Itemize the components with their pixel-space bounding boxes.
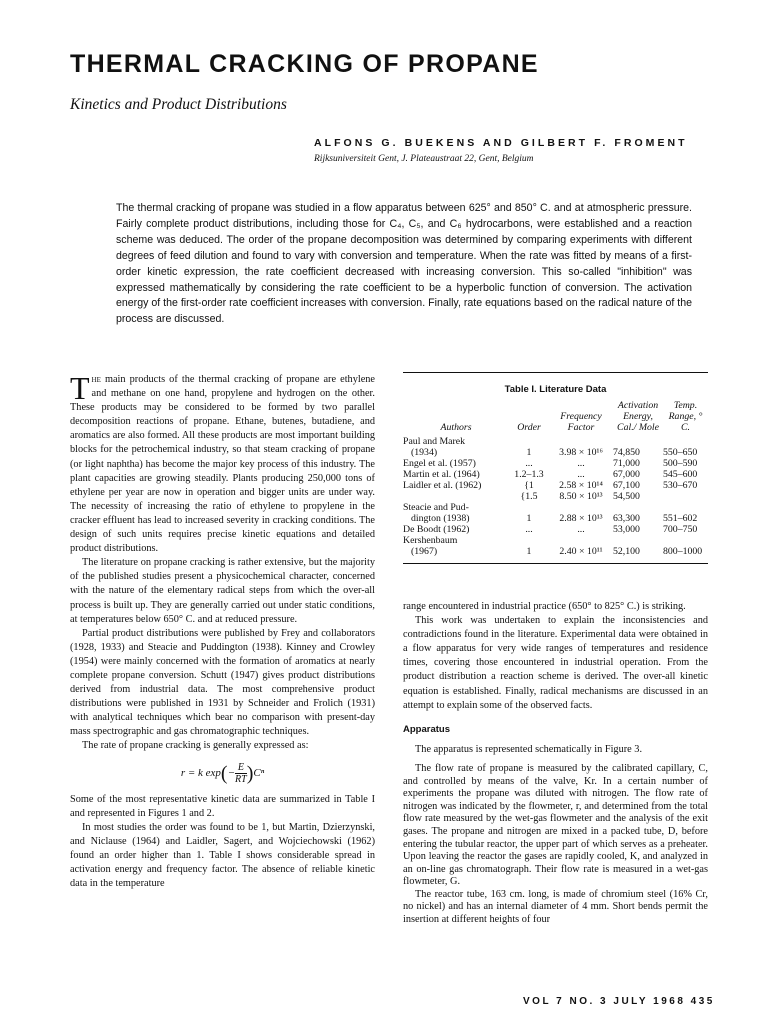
intro-paragraph [70, 370, 375, 556]
table-cell [403, 491, 509, 502]
equation-left: r = k exp [180, 766, 221, 779]
left-column [70, 370, 375, 891]
table-caption: Table I. Literature Data [504, 384, 607, 395]
table-row [403, 535, 708, 546]
rate-equation: r = k exp(− $\frac{E}{RT}$ )Cⁿ [180, 761, 265, 785]
table-row [403, 469, 708, 480]
table-row [403, 502, 708, 513]
table-cell [613, 535, 663, 546]
paragraph: The reactor tube, 163 cm. long, is made of chromium steel (16% Cr, no nickel) and has an internal diameter of 4 mm. Short bends permit the insertion at different heights of four [403, 888, 708, 926]
table-cell: 545–600 [663, 469, 698, 480]
table-cell: 1 [526, 447, 532, 458]
paragraph: Some of the most representative kinetic data are summarized in Table I and represented in Figures 1 and 2. [70, 793, 375, 819]
paragraph: The rate of propane cracking is generally expressed as: [82, 740, 309, 752]
table-cell: 53,000 [613, 524, 640, 535]
table-grid [403, 399, 708, 557]
table-cell: 8.50 × 10¹³ [559, 491, 603, 502]
table-row [403, 491, 708, 502]
table-cell: {1 [524, 480, 534, 491]
table-cell: 67,000 [613, 469, 640, 480]
column-header: Temp. Range, ° C. [668, 400, 703, 433]
table-cell: 3.98 × 10¹⁶ [559, 447, 603, 458]
column-header: Order [517, 422, 541, 433]
table-cell: 551–602 [663, 513, 698, 524]
column-header: Activation Energy, Cal./ Mole [617, 400, 659, 433]
table-row [403, 524, 708, 535]
table-cell [549, 436, 613, 447]
article-title: THERMAL CRACKING OF PROPANE [70, 50, 539, 78]
table-row [403, 513, 708, 524]
column-header: Authors [440, 422, 472, 433]
table-row [403, 480, 708, 491]
table-cell: {1.5 [520, 491, 538, 502]
table-header-row [403, 399, 708, 436]
table-cell: ... [525, 524, 533, 535]
intro-smallcaps: he [91, 374, 101, 385]
table-cell: (1934) [411, 447, 438, 458]
table-cell [509, 535, 549, 546]
table-cell: ... [525, 458, 533, 469]
table-cell [663, 436, 708, 447]
table-cell: dington (1938) [411, 513, 470, 524]
table-cell: 550–650 [663, 447, 698, 458]
table-cell: 2.40 × 10¹¹ [559, 546, 603, 557]
affiliation: Rijksuniversiteit Gent, J. Plateaustraat 22, Gent, Belgium [314, 154, 534, 164]
table-cell: ... [577, 458, 585, 469]
abstract: The thermal cracking of propane was studied in a flow apparatus between 625° and 850° C. and at atmospheric pressure. Fairly complete product distributions, including those for C₄, C₅, and C₆ hydrocarbons, were established and a reaction scheme was deduced. The order of the propane decomposition was determined by comparing experiments with different degrees of feed dilution and found to vary with conversion and temperature. When the rate was fitted by means of a first-order kinetic expression, the rate coefficient decreased with increasing conversion. This so-called "inhibition" was expressed mathematically by considering the rate coefficient to be a hyperbolic function of conversion. The activation energy of the first-order rate coefficient increases with conversion. Finally, rate equations based on the radical nature of the process are discussed. [116, 202, 692, 326]
right-column [403, 600, 708, 927]
table-cell: 67,100 [613, 480, 640, 491]
section-heading: Apparatus [403, 723, 450, 735]
table-cell: 74,850 [613, 447, 640, 458]
table-cell: 54,500 [613, 491, 640, 502]
table-cell [663, 502, 708, 513]
table-cell: 800–1000 [663, 546, 703, 557]
table-cell: 1 [526, 513, 532, 524]
table-cell [549, 535, 613, 546]
equation-right: Cⁿ [253, 766, 265, 779]
intro-text: main products of the thermal cracking of propane are ethylene and methane on one hand, propylene and hydrogen on the other. These products may be considered to be formed by two parallel decomposition reactions of propane. Ethane, butenes, butadiene, and aromatics are also formed. All these products are most important building blocks for the petrochemical industry, so that steam cracking of propane (or light naphtha) has become the major key process of this industry. The plant capacities are growing steadily. Plants producing 250,000 tons of ethylene per year are now in operation and bigger units are under way. The necessity of increasing the ratio of ethylene to propylene in the cracker effluent has lead to increased severity in cracking conditions. The design of such units requires precise kinetic equations and detailed product distributions. [70, 374, 375, 555]
table-cell: (1967) [411, 546, 438, 557]
table-row [403, 447, 708, 458]
table-cell [663, 491, 708, 502]
table-cell: 52,100 [613, 546, 640, 557]
table-cell: De Boodt (1962) [403, 524, 470, 535]
drop-cap: T [70, 370, 90, 406]
paragraph: range encountered in industrial practice (650° to 825° C.) is striking. [403, 601, 686, 612]
paragraph: The literature on propane cracking is rather extensive, but the majority of the published studies present a physicochemical character, concerned with the nature of the elementary radical steps from which the over-all process is built up. They are generally carried out under static conditions, at temperatures below 650° C. and at reduced pressure. [70, 557, 375, 625]
table-cell: 500–590 [663, 458, 698, 469]
table-cell: Martin et al. (1964) [403, 469, 480, 480]
table-cell: 2.88 × 10¹³ [559, 513, 603, 524]
table-cell [509, 436, 549, 447]
table-cell: ... [577, 469, 585, 480]
table-cell: Paul and Marek [403, 436, 466, 447]
table-cell: 530–670 [663, 480, 698, 491]
table-top-rule [403, 372, 708, 373]
paragraph: Partial product distributions were published by Frey and collaborators (1928, 1933) and Steacie and Puddington (1938). Kinney and Crowley (1954) were mainly concerned with the formation of aromatics at nearly complete propane conversion. Schutt (1947) gives product distributions derived from industrial data. The most comprehensive product distributions were published in 1931 by Schneider and Frolich (1931) with analytical techniques which bear no comparison with present-day mass spectrographic and gas chromatographic techniques. [70, 627, 375, 738]
table-cell: ... [577, 524, 585, 535]
table-row [403, 436, 708, 447]
table-cell: Engel et al. (1957) [403, 458, 476, 469]
author-line: ALFONS G. BUEKENS AND GILBERT F. FROMENT [314, 137, 688, 149]
table-cell [509, 502, 549, 513]
table-cell: 700–750 [663, 524, 698, 535]
table-cell: Laidler et al. (1962) [403, 480, 482, 491]
paragraph: In most studies the order was found to be 1, but Martin, Dzierzynski, and Niclause (1964) and Laidler, Sagert, and Wojciechowski (1962) found an order higher than 1. Table I shows considerable spread in activation energy and frequency factor. The absence of reliable kinetic data in the temperature [70, 821, 375, 890]
column-header: Frequency Factor [560, 411, 602, 433]
table-bottom-rule [403, 563, 708, 564]
table-cell [663, 535, 708, 546]
table-row [403, 546, 708, 557]
table-cell: 1.2–1.3 [514, 469, 544, 480]
equation-numerator: E [235, 762, 247, 774]
table-cell [613, 502, 663, 513]
literature-data-table [403, 372, 708, 564]
table-cell: 1 [526, 546, 532, 557]
page-footer: VOL 7 NO. 3 JULY 1968 435 [523, 996, 715, 1007]
table-cell: 2.58 × 10¹⁴ [559, 480, 603, 491]
paragraph: The apparatus is represented schematically in Figure 3. [415, 743, 643, 755]
table-cell: 63,300 [613, 513, 640, 524]
table-cell: Steacie and Pud- [403, 502, 469, 513]
table-cell: 71,000 [613, 458, 640, 469]
paragraph: The flow rate of propane is measured by the calibrated capillary, C, and controlled by means of the valve, Kr. In a certain number of experiments the propane was diluted with nitrogen. The flow rate of nitrogen was indicated by the flowmeter, r, and determined from the total flow rate measured by the wet-gas flowmeter and the analysis of the exit gases. The propane and nitrogen are mixed in a packed tube, D, before entering the tubular reactor, the upper part of which serves as a preheater. Upon leaving the reactor the gases are rapidly cooled, K, and analyzed in an on-line gas chromatograph. Their flow rate is measured in a wet-gas flowmeter, G. [403, 762, 708, 888]
table-cell [613, 436, 663, 447]
table-cell [549, 502, 613, 513]
paragraph: This work was undertaken to explain the inconsistencies and contradictions found in the literature. Experimental data were obtained in a flow apparatus for very wide ranges of temperatures and residence times, covering those encountered in industrial operation. From the product distribution a reaction scheme is derived. The over-all kinetic equation is established. Finally, radical mechanisms are discussed in an attempt to explain some of the observed facts. [403, 615, 708, 711]
table-row [403, 458, 708, 469]
equation-denominator: RT [235, 773, 247, 785]
article-subtitle: Kinetics and Product Distributions [70, 96, 287, 113]
table-cell: Kershenbaum [403, 535, 458, 546]
